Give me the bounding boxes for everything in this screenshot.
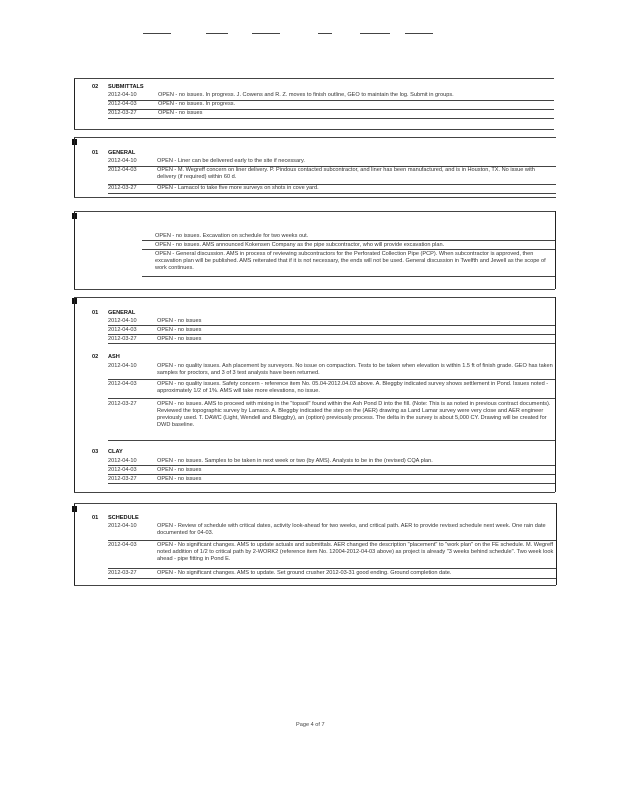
header-rule xyxy=(252,33,280,34)
row-date: 2012-04-03 xyxy=(108,101,137,107)
row-date: 2012-04-03 xyxy=(108,327,137,333)
row-date: 2012-04-03 xyxy=(108,167,137,173)
row-date: 2012-03-27 xyxy=(108,476,137,482)
row-text: OPEN - no issues xyxy=(158,110,203,116)
row-text: OPEN - no issues. In progress. J. Cowens and R. Z. moves to finish outline, GEO to maintain the log. Submit in groups. xyxy=(158,92,454,98)
row-date: 2012-04-10 xyxy=(108,92,137,98)
row-text: OPEN - no issues. Excavation on schedule for two weeks out. xyxy=(155,233,309,239)
item-title: GENERAL xyxy=(108,310,136,316)
header-rule xyxy=(318,33,332,34)
row-text: OPEN - no quality issues. Ash placement by surveyors. No issue on compaction. Tests to be taken when elevation is within 1.5 ft of finish grade. GEO has taken samples for proctors, and 3 of 3 test analysis have been returned. xyxy=(157,363,553,376)
row-date: 2012-03-27 xyxy=(108,110,137,116)
row-text: OPEN - Lamacol to take five more surveys on shots in cove yard. xyxy=(157,185,319,191)
row-date: 2012-03-27 xyxy=(108,570,137,576)
item-title: SCHEDULE xyxy=(108,515,139,521)
item-number: 02 xyxy=(92,84,99,90)
item-number: 01 xyxy=(92,310,99,316)
row-date: 2012-03-27 xyxy=(108,185,137,191)
row-text: OPEN - no issues xyxy=(157,336,202,342)
item-title: CLAY xyxy=(108,449,123,455)
row-date: 2012-04-10 xyxy=(108,523,137,529)
page-number: Page 4 of 7 xyxy=(296,722,325,728)
row-text: OPEN - no quality issues. Safety concern - reference item No. 05.04-2012.04.03 above. A. Bleggby indicated survey shows settlement in Pond. Issues noted - approximately 1/2 of 1%. AMS will take more elevations, no issue. xyxy=(157,381,549,394)
row-text: OPEN - no issues xyxy=(157,318,202,324)
item-title: SUBMITTALS xyxy=(108,84,144,90)
row-date: 2012-04-10 xyxy=(108,318,137,324)
row-date: 2012-04-10 xyxy=(108,363,137,369)
row-date: 2012-04-03 xyxy=(108,467,137,473)
row-date: 2012-04-03 xyxy=(108,542,137,548)
row-text: OPEN - Liner can be delivered early to the site if necessary. xyxy=(157,158,305,164)
item-number: 01 xyxy=(92,515,99,521)
row-text: OPEN - no issues xyxy=(157,467,202,473)
row-date: 2012-04-10 xyxy=(108,458,137,464)
item-number: 03 xyxy=(92,449,99,455)
row-text: OPEN - no issues. AMS announced Kokensen Company as the pipe subcontractor, who will provide excavation plan. xyxy=(155,242,445,248)
row-text: OPEN - No significant changes. AMS to update. Set ground crusher 2012-03-31 good ending. Ground completion date. xyxy=(157,570,452,576)
header-rule xyxy=(143,33,171,34)
row-text: OPEN - no issues xyxy=(157,327,202,333)
row-text: OPEN - no issues. In progress. xyxy=(158,101,236,107)
row-date: 2012-03-27 xyxy=(108,336,137,342)
row-date: 2012-03-27 xyxy=(108,401,137,407)
row-text: OPEN - no issues. AMS to proceed with mixing in the "topsoil" found within the Ash Pond D into the fill. (Note: This is as noted in previous contract documents). Reviewed the topographic survey by Lamaco. A. Bleggby indicated the step on the (AER) drawing as Land Lamar survey were very close and AER engineer previously used. T. DAWC (Light, Wendell and Bleggby), an (option) previously process. The delta in the survey is about 5,000 CY. Drawing will be created for DWD baseline. xyxy=(157,401,551,428)
item-title: ASH xyxy=(108,354,120,360)
row-text: OPEN - M. Wegreff concern on liner delivery. P. Pindous contacted subcontractor, and liner has been manufactured, and is in Houston, TX. No issue with delivery (if required) within 60 d. xyxy=(157,167,535,180)
row-date: 2012-04-10 xyxy=(108,158,137,164)
row-text: OPEN - General discussion. AMS in process of reviewing subcontractors for the Perforated Collection Pipe (PCP). When subcontractor is approved, then excavation plan will be published. AMS reiterated that if it is not necessary, the ends will not be used. General discussion in Twelfth and Jewell as the scope of work continues. xyxy=(155,251,546,271)
header-rule xyxy=(405,33,433,34)
header-rule xyxy=(206,33,228,34)
header-rule xyxy=(360,33,390,34)
item-number: 01 xyxy=(92,150,99,156)
row-text: OPEN - Review of schedule with critical dates, activity look-ahead for two weeks, and critical path. AER to provide revised schedule next week. One rain date documented for 04-03. xyxy=(157,523,546,536)
row-text: OPEN - no issues xyxy=(157,476,202,482)
item-title: GENERAL xyxy=(108,150,136,156)
item-number: 02 xyxy=(92,354,99,360)
row-text: OPEN - No significant changes. AMS to update actuals and submittals. AER changed the description "placement" to "work plan" on the FE schedule. M. Wegreff noted addition of 1/2 to critical path by 2-WORK2 (reference item No. 12004-2012-04-03 above) as project is already "3 weeks behind schedule". Two week look ahead - pipe fitting in Pond E. xyxy=(157,542,554,562)
row-text: OPEN - no issues. Samples to be taken in next week or two (by AMS). Analysis to be in the (revised) CQA plan. xyxy=(157,458,433,464)
row-date: 2012-04-03 xyxy=(108,381,137,387)
